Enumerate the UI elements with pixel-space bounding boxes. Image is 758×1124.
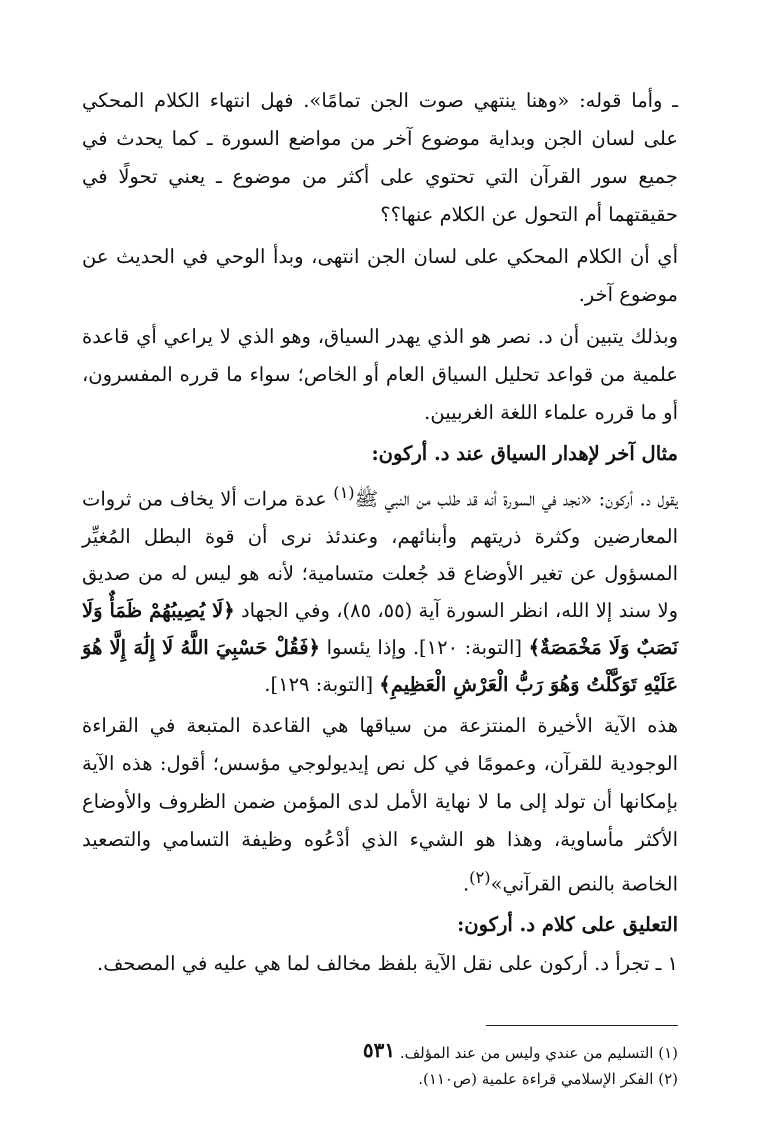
- section-heading-example: مثال آخر لإهدار السياق عند د. أركون:: [371, 442, 678, 465]
- verse-ref-1: [التوبة: ١٢٠]. وإذا يئسوا: [320, 635, 529, 659]
- quote-body: عدة مرات ألا يخاف من ثروات المعارضين وكثرة ذريتهم وأبنائهم، وعندئذ نرى أن قوة البطل المُغيِّر المسؤول عن تغير الأوضاع قد جُعلت متسامية؛ لأنه هو ليس له من صديق ولا سند إلا الله، انظر السورة آية (٥٥، ٨٥)، وفي الجهاد: [82, 487, 678, 622]
- paragraph-2: أي أن الكلام المحكي على لسان الجن انتهى، وبدأ الوحي في الحديث عن موضوع آخر.: [82, 245, 678, 306]
- paragraph-3: وبذلك يتبين أن د. نصر هو الذي يهدر السياق، وهو الذي لا يراعي أي قاعدة علمية من قواعد تحليل السياق العام أو الخاص؛ سواء ما قرره المفسرون، أو ما قرره علماء اللغة الغربيين.: [82, 325, 678, 424]
- paragraph-4: [82, 707, 678, 904]
- quote-paragraph: [82, 474, 678, 703]
- footnote-ref-1: (١): [333, 483, 355, 502]
- page-number: ٥٣١: [362, 1038, 396, 1062]
- quote-intro: يقول د. أركون: «نجد في السورة أنه قد طلب من النبي ﷺ: [354, 487, 678, 511]
- quran-verse-2: ﴿فَقُلْ حَسْبِيَ اللَّهُ لَا إِلَٰهَ إِلَّا هُوَ عَلَيْهِ تَوَكَّلْتُ وَهُوَ رَبُّ الْعَرْشِ الْعَظِيمِ﴾: [82, 635, 678, 696]
- footnote-1: (١) التسليم من عندي وليس من عند المؤلف.: [399, 1044, 678, 1062]
- verse-ref-2: [التوبة: ١٢٩].: [264, 672, 380, 696]
- paragraph-4-end: .: [462, 872, 470, 895]
- footnote-2: (٢) الفكر الإسلامي قراءة علمية (ص١١٠).: [418, 1070, 678, 1088]
- quran-verse-1: ﴿لَا يُصِيبُهُمْ ظَمَأٌ وَلَا نَصَبٌ وَلَا مَخْمَصَةٌ﴾: [82, 598, 679, 659]
- paragraph-1: ـ وأما قوله: «وهنا ينتهي صوت الجن تمامًا». فهل انتهاء الكلام المحكي على لسان الجن وبداية موضوع آخر من مواضع السورة ـ كما يحدث في جميع سور القرآن التي تحتوي على أكثر من موضوع ـ يعني تحولًا في حقيقتهما أم التحول عن الكلام عنها؟؟: [82, 89, 678, 226]
- paragraph-4-text: هذه الآية الأخيرة المنتزعة من سياقها هي القاعدة المتبعة في القراءة الوجودية للقرآن، وعمومًا في كل نص إيديولوجي مؤسس؛ أقول: هذه الآية بإمكانها أن تولد إلى ما لا نهاية الأمل لدى المؤمن ضمن الظروف والأوضاع الأكثر مأساوية، وهذا هو الشيء الذي أدْعُوه وظيفة التسامي والتصعيد الخاصة بالنص القرآني»: [82, 713, 678, 895]
- paragraph-5: ١ ـ تجرأ د. أركون على نقل الآية بلفظ مخالف لما هي عليه في المصحف.: [97, 952, 678, 975]
- footnote-divider: [486, 1025, 678, 1026]
- section-heading-commentary: التعليق على كلام د. أركون:: [457, 913, 678, 936]
- footnote-ref-2: (٢): [469, 867, 491, 887]
